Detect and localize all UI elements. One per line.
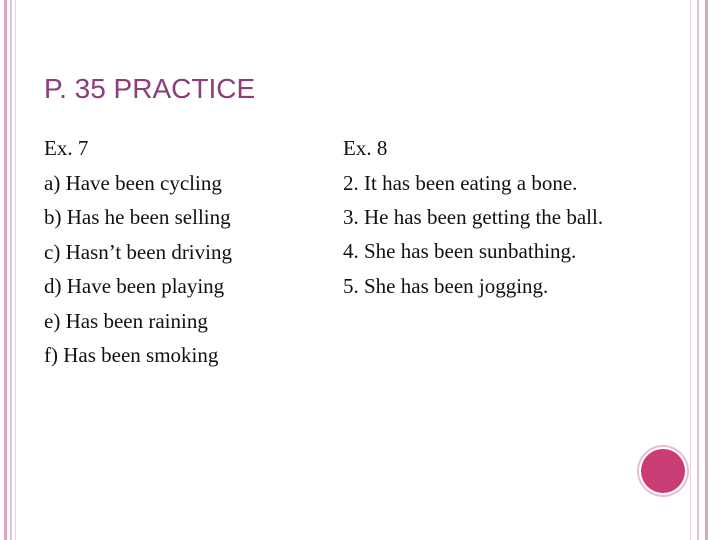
left-border-line-middle — [10, 0, 12, 540]
exercise-8-answer-5: 5. She has been jogging. — [343, 273, 549, 298]
left-border-line-inner — [15, 0, 16, 540]
exercise-7-answer-b: b) Has he been selling — [44, 205, 231, 229]
exercise-8-heading: Ex. 8 — [343, 136, 388, 160]
exercise-7-answer-c: c) Hasn’t been driving — [44, 239, 232, 264]
left-border-line-outer — [4, 0, 7, 540]
exercise-8-answer-3: 3. He has been getting the ball. — [343, 205, 604, 229]
exercise-8-answer-4: 4. She has been sunbathing. — [343, 239, 577, 263]
exercise-8-column — [343, 131, 643, 303]
decorative-circle — [641, 449, 685, 493]
right-border-line-outer — [705, 0, 708, 540]
exercise-7-answer-e: e) Has been raining — [44, 308, 208, 333]
right-border-line-inner — [690, 0, 691, 540]
exercise-7-heading: Ex. 7 — [44, 136, 89, 160]
exercise-7-answer-f: f) Has been smoking — [44, 343, 219, 367]
exercise-7-answer-a: a) Have been cycling — [44, 170, 222, 195]
right-border-line-middle — [697, 0, 699, 540]
exercise-8-answer-2: 2. It has been eating a bone. — [343, 170, 578, 195]
exercise-7-column — [44, 131, 324, 373]
slide-title: P. 35 PRACTICE — [44, 73, 256, 104]
exercise-7-answer-d: d) Have been playing — [44, 274, 225, 298]
